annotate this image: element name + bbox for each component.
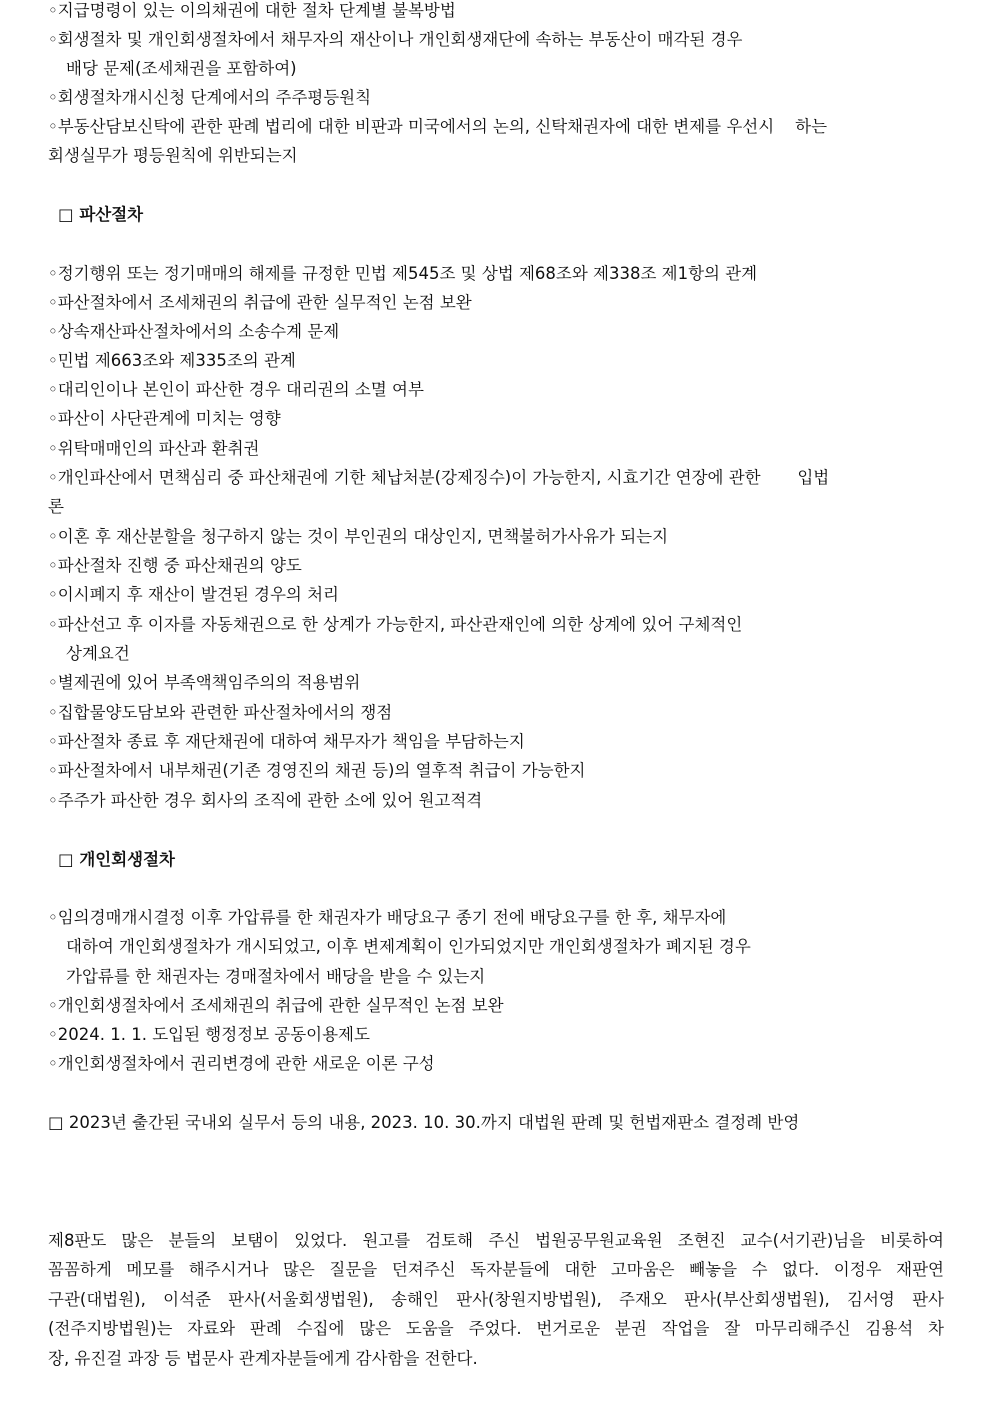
list-item: ◦파산선고 후 이자를 자동채권으로 한 상계가 가능한지, 파산관재인에 의한 상계에 있어 구체적인 [48, 615, 743, 634]
paragraph-line: 제8판도 많은 분들의 보탬이 있었다. 원고를 검토해 주신 법원공무원교육원 조현진 교수(서기관)님을 비롯하여 [48, 1231, 944, 1250]
list-item: ◦이혼 후 재산분할을 청구하지 않는 것이 부인권의 대상인지, 면책불허가사유가 되는지 [48, 527, 669, 546]
list-item: ◦개인회생절차에서 권리변경에 관한 새로운 이론 구성 [48, 1054, 435, 1073]
list-item: ◦대리인이나 본인이 파산한 경우 대리권의 소멸 여부 [48, 380, 424, 399]
list-item-continuation: 배당 문제(조세채권을 포함하여) [66, 59, 297, 78]
list-item: ◦개인회생절차에서 조세채권의 취급에 관한 실무적인 논점 보완 [48, 996, 504, 1015]
list-item: ◦파산이 사단관계에 미치는 영향 [48, 409, 281, 428]
list-item-continuation: 론 [48, 497, 64, 516]
list-item: ◦회생절차개시신청 단계에서의 주주평등원칙 [48, 88, 372, 107]
list-item: ◦집합물양도담보와 관련한 파산절차에서의 쟁점 [48, 703, 393, 722]
list-item-continuation: 회생실무가 평등원칙에 위반되는지 [48, 146, 298, 165]
revision-note: □ 2023년 출간된 국내외 실무서 등의 내용, 2023. 10. 30.까지 대법원 판례 및 헌법재판소 결정례 반영 [48, 1113, 800, 1132]
paragraph-line: 꼼꼼하게 메모를 해주시거나 많은 질문을 던져주신 독자분들에 대한 고마움은 빼놓을 수 없다. 이정우 재판연 [48, 1260, 944, 1279]
list-item-continuation: 가압류를 한 채권자는 경매절차에서 배당을 받을 수 있는지 [66, 967, 486, 986]
paragraph-line: 구관(대법원), 이석준 판사(서울회생법원), 송해인 판사(창원지방법원), 주재오 판사(부산회생법원), 김서영 판사 [48, 1290, 944, 1309]
list-item: ◦임의경매개시결정 이후 가압류를 한 채권자가 배당요구 종기 전에 배당요구를 한 후, 채무자에 [48, 908, 727, 927]
list-item: ◦정기행위 또는 정기매매의 해제를 규정한 민법 제545조 및 상법 제68조와 제338조 제1항의 관계 [48, 264, 758, 283]
list-item: ◦회생절차 및 개인회생절차에서 채무자의 재산이나 개인회생재단에 속하는 부동산이 매각된 경우 [48, 30, 743, 49]
paragraph-line: 장, 유진걸 과장 등 법문사 관계자분들에게 감사함을 전한다. [48, 1349, 478, 1368]
list-item: ◦상속재산파산절차에서의 소송수계 문제 [48, 322, 340, 341]
list-item: ◦파산절차에서 내부채권(기존 경영진의 채권 등)의 열후적 취급이 가능한지 [48, 761, 586, 780]
list-item: ◦파산절차 진행 중 파산채권의 양도 [48, 556, 302, 575]
list-item: ◦이시폐지 후 재산이 발견된 경우의 처리 [48, 585, 339, 604]
list-item: ◦위탁매매인의 파산과 환취권 [48, 439, 260, 458]
list-item: ◦민법 제663조와 제335조의 관계 [48, 351, 296, 370]
list-item: ◦파산절차에서 조세채권의 취급에 관한 실무적인 논점 보완 [48, 293, 472, 312]
list-item-continuation: 상계요건 [66, 644, 130, 663]
section-heading-individual-rehabilitation: □ 개인회생절차 [58, 850, 175, 869]
section-heading-bankruptcy: □ 파산절차 [58, 205, 144, 224]
list-item: ◦별제권에 있어 부족액책임주의의 적용범위 [48, 673, 361, 692]
list-item: ◦2024. 1. 1. 도입된 행정정보 공동이용제도 [48, 1025, 370, 1044]
list-item: ◦지급명령이 있는 이의채권에 대한 절차 단계별 불복방법 [48, 1, 456, 20]
list-item: ◦부동산담보신탁에 관한 판례 법리에 대한 비판과 미국에서의 논의, 신탁채권자에 대한 변제를 우선시 하는 [48, 117, 828, 136]
list-item: ◦파산절차 종료 후 재단채권에 대하여 채무자가 책임을 부담하는지 [48, 732, 525, 751]
list-item: ◦주주가 파산한 경우 회사의 조직에 관한 소에 있어 원고적격 [48, 791, 483, 810]
paragraph-line: (전주지방법원)는 자료와 판례 수집에 많은 도움을 주었다. 번거로운 분권 작업을 잘 마무리해주신 김용석 차 [48, 1319, 944, 1338]
list-item-continuation: 대하여 개인회생절차가 개시되었고, 이후 변제계획이 인가되었지만 개인회생절차가 폐지된 경우 [66, 937, 751, 956]
list-item: ◦개인파산에서 면책심리 중 파산채권에 기한 체납처분(강제징수)이 가능한지, 시효기간 연장에 관한 입법 [48, 468, 830, 487]
